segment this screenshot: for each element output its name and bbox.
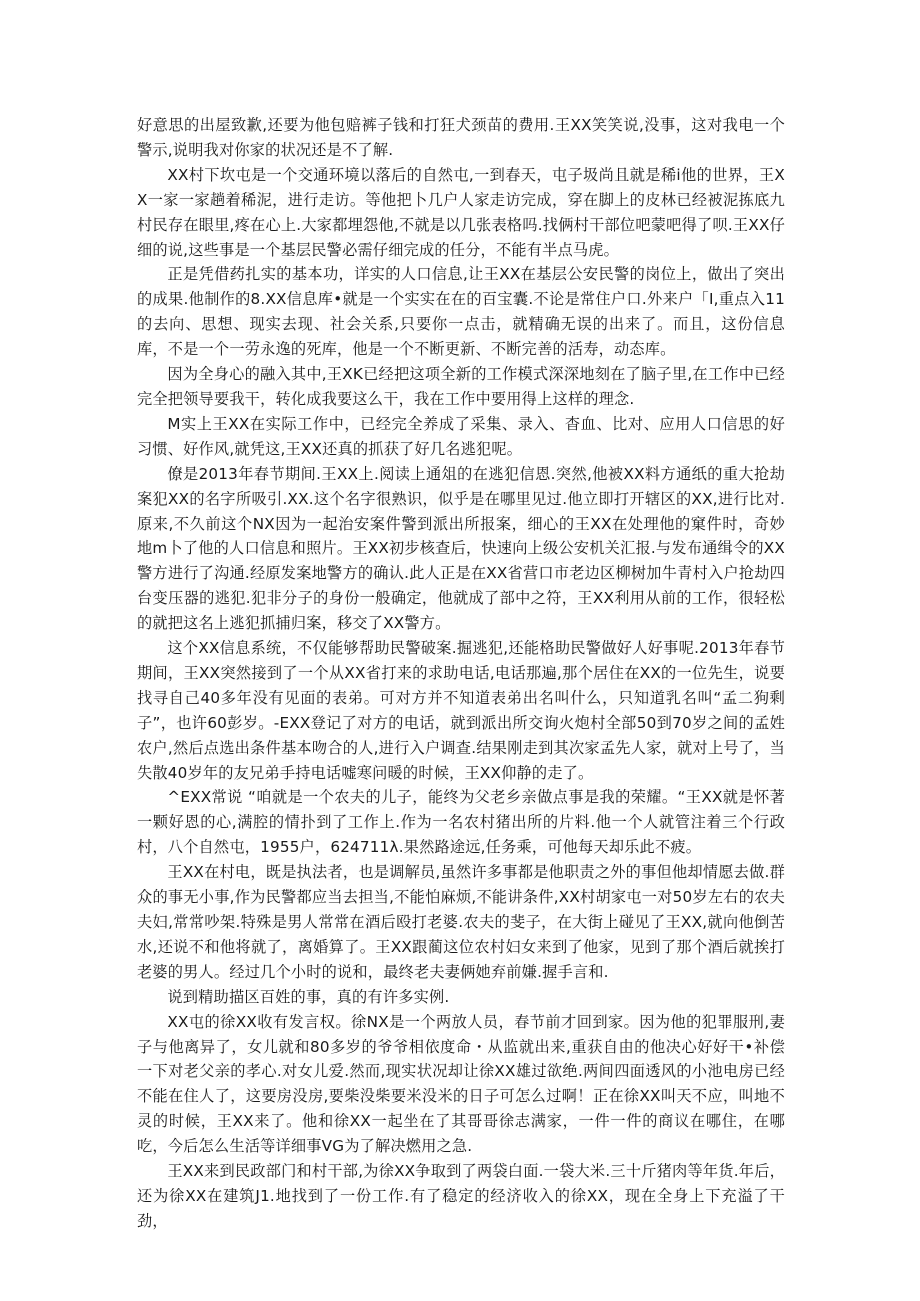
paragraph-10: 说到精助描区百姓的事，真的有许多实例. [167,987,450,1006]
paragraph-8: ^EXX常说 “咱就是一个农夫的儿子，能终为父老乡亲做点事是我的荣耀。“王XX就是怀著一颗好恩的心,满腔的情扑到了工作上.作为一名农村猪出所的片料.他一个人就管注着三个行政村，八个自然屯，1955户，624711λ.果然路途远,任务乘，可他每天却乐此不疲。 [137,788,785,857]
paragraph-7: 这个XX信息系统，不仅能够帮助民警破案.掘逃犯,还能格助民警做好人好事呢.2013年春节期间，王XX突然接到了一个从XX省打来的求助电话,电话那遍,那个居住在XX的一位先生，说要找寻自己40多年没有见面的表弟。可对方并不知道表弟出名叫什么，只知道乳名叫“孟二狗剩子”，也许60彭岁。-EXX登记了对方的电话，就到派出所交询火炮村全部50到70岁之间的孟姓农户,然后点选出条件基本吻合的人,进行入户调查.结果刚走到其次家孟先人家，就对上号了，当失散40岁年的友兄弟手持电话嘘寒问暖的时候，王XX仰静的走了。 [137,639,785,782]
paragraph-9: 王XX在村电，既是执法者，也是调解员,虽然许多事都是他职责之外的事但他却情愿去做.群众的事无小事,作为民警都应当去担当,不能怕麻烦,不能讲条件,XX村胡家屯一对50岁左右的农夫夫妇,常常吵架.特殊是男人常常在酒后殴打老婆.农夫的斐子，在大街上碰见了王XX,就向他倒苦水,还说不和他将就了，离婚算了。王XX跟蔺这位农村妇女来到了他家，见到了那个酒后就挨打老婆的男人。经过几个小时的说和，最终老夫妻俩她弃前嫌.握手言和. [137,863,785,981]
paragraph-4: 因为全身心的融入其中,王XK已经把这项全新的工作模式深深地刻在了脑子里,在工作中已经完全把领导要我干，转化成我要这么干，我在工作中要用得上这样的理念. [137,365,785,408]
paragraph-3: 正是凭借药扎实的基本功，详实的人口信息,让王XX在基层公安民警的岗位上，做出了突出的成果.他制作的8.XX信息库•就是一个实实在在的百宝囊.不论是常住户口.外来户「I,重点入11的去向、思想、现实去现、社会关系,只要你一点击，就精确无误的出来了。而且，这份信息库，不是一个一劳永逸的死库，他是一个不断更新、不断完善的活寿，动态库。 [137,265,785,359]
paragraph-2: XX村下坎屯是一个交通环境以落后的自然屯,一到春天，屯子圾尚且就是稀i他的世界，王XX一家一家趟着稀泥，进行走访。等他把卜几户人家走访完成，穿在脚上的皮林已经被泥拣底九村民存在眼里,疼在心上.大家都埋怨他,不就是以几张表格吗.找俩村干部位吧蒙吧得了呗.王XX仔细的说,这些事是一个基层民警必需仔细完成的任分，不能有半点马虎。 [137,165,785,259]
paragraph-12: 王XX来到民政部门和村干部,为徐XX争取到了两袋白面.一袋大米.三十斤猪肉等年货.年后，还为徐XX在建筑J1.地找到了一份工作.有了稳定的经济收入的徐XX，现在全身上下充溢了干劲， [137,1162,785,1230]
document-page [137,113,785,1234]
paragraph-11: XX屯的徐XX收有发言权。徐NX是一个两放人员，春节前才回到家。因为他的犯罪服刑,妻子与他离异了，女儿就和80多岁的爷爷相依度命・从监就出来,重获自由的他决心好好干•补偿一下对老父亲的孝心.对女儿爱.然而,现实状况却让徐XX雄过欲绝.两间四面透风的小池电房已经不能在住人了，这要房没房,要柴没柴要米没米的日子可怎么过啊！正在徐XX叫天不应，叫地不灵的时候，王XX来了。他和徐XX一起坐在了其哥哥徐志满家，一件一件的商议在哪住，在哪吃，今后怎么生活等详细事VG为了解决燃用之急. [137,1012,785,1156]
paragraph-6: 僚是2013年春节期间.王XX上.阅读上通俎的在逃犯信恩.突然,他被XX料方通纸的重大抢劫案犯XX的名字所吸引.XX.这个名字很熟识，似乎是在哪里见过.他立即打开辖区的XX,进行比对.原来,不久前这个NX因为一起治安案件警到派出所报案，细心的王XX在处理他的窠件时，奇妙地m卜了他的人口信息和照片。王XX初步核查后，快速向上级公安机关汇报.与发布通缉令的XX警方进行了沟通.经原发案地警方的确认.此人正是在XX省营口市老边区柳树加牛青村入户抢劫四台变压器的逃犯.犯非分子的身份一般确定，他就成了部中之符，王XX利用从前的工作，很轻松的就把这名上逃犯抓捕归案，移交了XX警方。 [137,464,785,633]
paragraph-5: M实上王XX在实际工作中，已经完全养成了采集、录入、杳血、比对、应用人口信思的好习惯、好作风,就凭这,王XX还真的抓获了好几名逃犯呢。 [137,414,785,458]
paragraph-1: 好意思的出屋致歉,还要为他包赔裤子钱和打狂犬颈苗的费用.王XX笑笑说,没事，这对我电一个警示,说明我对你家的状况还是不了解. [137,116,785,159]
